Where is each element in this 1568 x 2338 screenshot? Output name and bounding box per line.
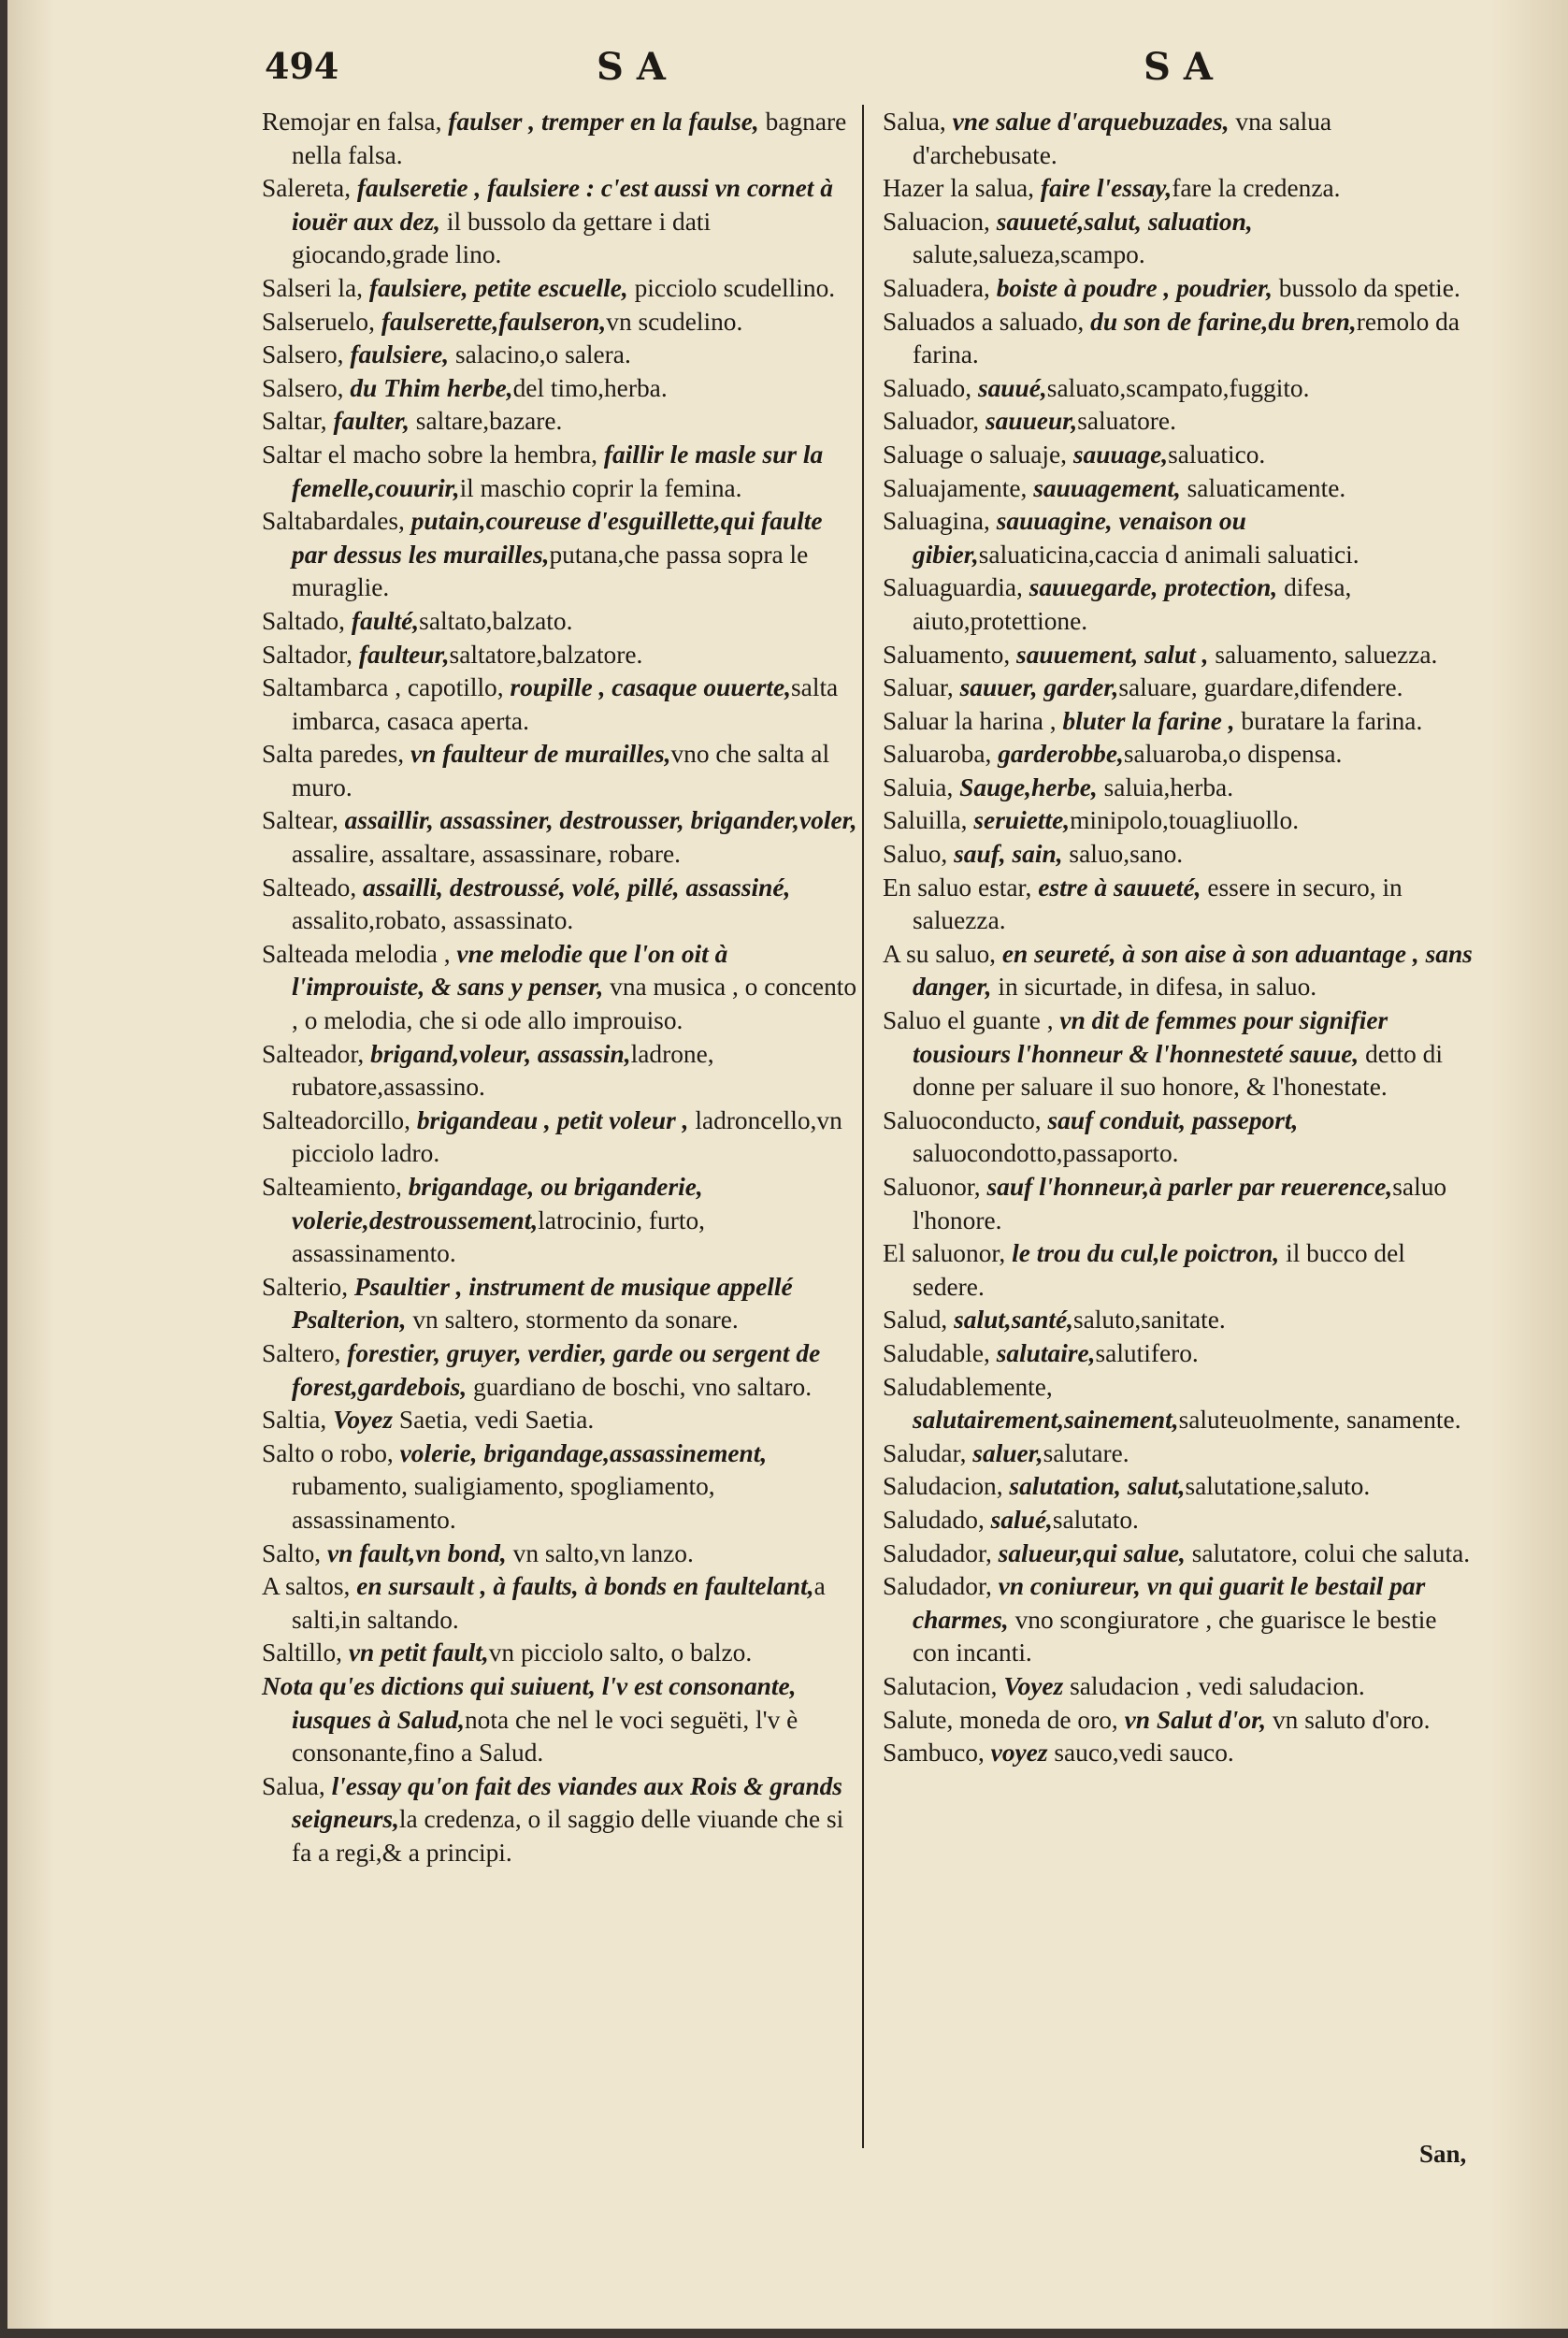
dictionary-entry — [262, 505, 860, 605]
italian-gloss: saluto,sanitate. — [1072, 1306, 1226, 1335]
headword: Saluar la harina , — [883, 706, 1057, 735]
dictionary-entry — [883, 1670, 1479, 1704]
french-gloss: sauf l'honneur,à parler par reuerence, — [986, 1173, 1393, 1201]
headword: Saluonor, — [883, 1173, 981, 1201]
french-gloss: faulteur, — [358, 640, 450, 669]
italian-gloss: assalire, assaltare, assassinare, robare. — [292, 840, 681, 869]
french-gloss: roupille , casaque ouuerte, — [510, 673, 792, 702]
french-gloss: vn dit de femmes pour signifier tousiours l'honneur & l'honnesteté sauue, — [913, 1006, 1388, 1068]
headword: Salta paredes, — [262, 740, 405, 769]
french-gloss: faulter, — [333, 407, 410, 436]
dictionary-entry — [262, 306, 860, 339]
french-gloss: salutairement,sainement, — [913, 1406, 1179, 1435]
italian-gloss: saluamento, saluezza. — [1208, 640, 1438, 669]
italian-gloss: saltato,balzato. — [419, 606, 573, 635]
dictionary-entry — [262, 272, 860, 306]
headword: Saltabardales, — [262, 507, 405, 536]
dictionary-entry — [262, 671, 860, 738]
headword: Salua, — [883, 108, 946, 136]
dictionary-entry — [262, 1437, 860, 1537]
headword: Saluo el guante , — [883, 1006, 1054, 1035]
running-head-left: SA — [597, 45, 679, 89]
italian-gloss: saluocondotto,passaporto. — [913, 1139, 1179, 1168]
italian-gloss: bagnare nella falsa. — [292, 108, 847, 169]
dictionary-entry — [883, 372, 1479, 406]
french-gloss: sauueté,salut, saluation, — [996, 207, 1253, 236]
dictionary-entry — [262, 1670, 860, 1770]
headword: Saluajamente, — [883, 473, 1028, 502]
french-gloss: putain,coureuse d'esguillette,qui faulte par dessus les murailles, — [292, 507, 823, 569]
headword: Salsero, — [262, 373, 344, 402]
french-gloss: brigandage, ou briganderie, volerie,destroussement, — [292, 1173, 703, 1234]
dictionary-entry — [883, 738, 1479, 772]
french-gloss: sauuagement, — [1033, 473, 1181, 502]
french-gloss: bluter la farine , — [1062, 706, 1235, 735]
french-gloss: faulserette,faulseron, — [381, 307, 607, 336]
headword: Saluilla, — [883, 806, 968, 835]
italian-gloss: la credenza, o il saggio delle viuande che si fa a regi,& a principi. — [292, 1805, 844, 1867]
french-gloss: vn coniureur, vn qui guarit le bestail par charmes, — [913, 1572, 1426, 1634]
headword: Saluoconducto, — [883, 1105, 1042, 1134]
headword: Saltador, — [262, 640, 353, 669]
italian-gloss: vna musica , o concento , o melodia, che si ode allo improuiso. — [292, 973, 857, 1035]
headword: Salteada melodia , — [262, 939, 451, 968]
dictionary-entry — [262, 1537, 860, 1571]
headword: Saltar el macho sobre la hembra, — [262, 440, 597, 469]
headword: Remojar en falsa, — [262, 108, 442, 136]
headword: Saludador, — [883, 1572, 992, 1601]
dictionary-entry — [262, 872, 860, 938]
italian-gloss: vn saluto d'oro. — [1266, 1705, 1431, 1734]
italian-gloss: difesa, aiuto,protettione. — [913, 573, 1352, 635]
french-gloss: boiste à poudre , poudrier, — [996, 273, 1273, 302]
headword: Salto, — [262, 1538, 322, 1567]
dictionary-entry — [883, 1237, 1479, 1304]
italian-gloss: bussolo da spetie. — [1272, 273, 1460, 302]
italian-gloss: putana,che passa sopra le muraglie. — [292, 540, 809, 602]
dictionary-entry — [262, 1404, 860, 1437]
dictionary-entry — [262, 1770, 860, 1870]
dictionary-entry — [883, 306, 1479, 372]
headword: En saluo estar, — [883, 873, 1032, 902]
french-gloss: vn Salut d'or, — [1124, 1705, 1267, 1734]
french-gloss: vn petit fault, — [348, 1638, 489, 1667]
page-number: 494 — [265, 45, 339, 87]
italian-gloss: saluare, guardare,difendere. — [1118, 673, 1403, 702]
french-gloss: le trou du cul,le poictron, — [1012, 1239, 1280, 1268]
dictionary-entry — [883, 505, 1479, 571]
italian-gloss: del timo,herba. — [512, 373, 668, 402]
french-gloss: vn fault,vn bond, — [327, 1538, 507, 1567]
headword: Sambuco, — [883, 1739, 985, 1768]
french-gloss: sauueur, — [985, 407, 1078, 436]
italian-gloss: il bucco del sedere. — [913, 1239, 1405, 1301]
headword: Salto o robo, — [262, 1438, 394, 1467]
dictionary-entry — [883, 1437, 1479, 1471]
dictionary-entry — [883, 671, 1479, 705]
dictionary-entry — [262, 1570, 860, 1637]
headword: Salseri la, — [262, 273, 364, 302]
french-gloss: brigandeau , petit voleur , — [416, 1105, 689, 1134]
italian-gloss: salacino,o salera. — [449, 340, 631, 369]
french-gloss: forestier, gruyer, verdier, garde ou sergent de forest,gardebois, — [292, 1338, 821, 1401]
dictionary-entry — [262, 106, 860, 172]
italian-gloss: vn salto,vn lanzo. — [506, 1538, 694, 1567]
french-gloss: Voyez — [1003, 1671, 1064, 1700]
italian-gloss: fare la credenza. — [1172, 174, 1341, 203]
italian-gloss: assalito,robato, assassinato. — [292, 906, 574, 935]
headword: Saludador, — [883, 1538, 992, 1567]
french-gloss: en sursault , à faults, à bonds en faultelant, — [356, 1572, 814, 1601]
italian-gloss: essere in securo, in saluezza. — [913, 873, 1403, 935]
headword: Saludar, — [883, 1438, 967, 1467]
french-gloss: faulté, — [351, 606, 420, 635]
dictionary-entry — [883, 1737, 1479, 1770]
french-gloss: Sauge,herbe, — [959, 772, 1098, 801]
italian-gloss: detto di donne per saluare il suo honore, & l'honestate. — [913, 1039, 1443, 1102]
headword: Saluador, — [883, 407, 980, 436]
french-gloss: Voyez — [333, 1406, 393, 1435]
italian-gloss: saluia,herba. — [1097, 772, 1234, 801]
french-gloss: du Thim herbe, — [350, 373, 513, 402]
headword: Saluamento, — [883, 640, 1011, 669]
headword: Saludablemente, — [883, 1372, 1053, 1401]
dictionary-entry — [883, 1504, 1479, 1537]
dictionary-entry — [262, 372, 860, 406]
french-gloss: saluer, — [972, 1438, 1043, 1467]
french-gloss: vne melodie que l'on oit à l'improuiste, & sans y penser, — [292, 939, 728, 1002]
headword: Saluadera, — [883, 273, 990, 302]
headword: Saluados a saluado, — [883, 307, 1085, 336]
dictionary-entry — [883, 772, 1479, 805]
dictionary-entry — [883, 439, 1479, 472]
dictionary-entry — [262, 804, 860, 871]
dictionary-entry — [262, 1337, 860, 1404]
italian-gloss: salta imbarca, casaca aperta. — [292, 673, 839, 735]
italian-gloss: saltatore,balzatore. — [449, 640, 643, 669]
dictionary-entry — [883, 405, 1479, 439]
italian-gloss: saluteuolmente, sanamente. — [1178, 1406, 1461, 1435]
italian-gloss: salutatore, colui che saluta. — [1185, 1538, 1471, 1567]
french-gloss: faulseretie , faulsiere : c'est aussi vn cornet à iouër aux dez, — [292, 174, 833, 236]
dictionary-entry — [883, 804, 1479, 838]
running-head-right: SA — [1144, 45, 1226, 89]
running-header — [7, 45, 1568, 101]
dictionary-entry — [883, 472, 1479, 506]
dictionary-entry — [262, 439, 860, 505]
headword: Saltero, — [262, 1338, 341, 1367]
french-gloss: salut,santé, — [954, 1306, 1073, 1335]
italian-gloss: nota che nel le voci seguëti, l'v è consonante,fino a Salud. — [292, 1705, 798, 1768]
dictionary-entry — [262, 1271, 860, 1337]
headword: Saltia, — [262, 1406, 327, 1435]
dictionary-entry — [883, 206, 1479, 272]
catchword: San, — [1419, 2140, 1467, 2168]
headword: Saludado, — [883, 1505, 985, 1534]
dictionary-entry — [262, 405, 860, 439]
dictionary-entry — [883, 172, 1479, 206]
column-divider — [862, 105, 864, 2148]
italian-gloss: buratare la farina. — [1234, 706, 1423, 735]
italian-gloss: saluaticina,caccia d animali saluatici. — [978, 540, 1359, 569]
dictionary-entry — [883, 1104, 1479, 1171]
page — [7, 0, 1568, 2329]
italian-gloss: saltare,bazare. — [409, 407, 563, 436]
dictionary-entry — [262, 1637, 860, 1670]
french-gloss: salutaire, — [996, 1338, 1096, 1367]
italian-gloss: salutatione,saluto. — [1185, 1472, 1371, 1501]
headword: Salereta, — [262, 174, 352, 203]
french-gloss: sauf, sain, — [954, 840, 1063, 869]
headword: Salterio, — [262, 1272, 349, 1301]
french-gloss: estre à sauueté, — [1038, 873, 1201, 902]
italian-gloss: vn scudelino. — [606, 307, 743, 336]
dictionary-entry — [883, 1371, 1479, 1437]
headword: Salteador, — [262, 1039, 365, 1068]
italian-gloss: saluatico. — [1168, 440, 1266, 469]
italian-gloss: vno scongiuratore , che guarisce le bestie con incanti. — [913, 1605, 1437, 1667]
headword: Salteamiento, — [262, 1173, 402, 1201]
italian-gloss: remolo da farina. — [913, 307, 1460, 369]
italian-gloss: salute,salueza,scampo. — [913, 240, 1145, 269]
french-gloss: sauuer, garder, — [959, 673, 1119, 702]
italian-gloss: salutare. — [1043, 1438, 1129, 1467]
italian-gloss: a salti,in saltando. — [292, 1572, 826, 1634]
italian-gloss: vn saltero, stormento da sonare. — [406, 1306, 739, 1335]
dictionary-entry — [883, 1537, 1479, 1571]
headword: A saltos, — [262, 1572, 351, 1601]
dictionary-entry — [883, 705, 1479, 739]
french-gloss: garderobbe, — [998, 740, 1124, 769]
headword: Saluagina, — [883, 507, 990, 536]
italian-gloss: saludacion , vedi saludacion. — [1063, 1671, 1365, 1700]
french-gloss: sauuagine, venaison ou gibier, — [913, 507, 1246, 569]
french-gloss: faulsiere, petite escuelle, — [368, 273, 628, 302]
headword: Saltado, — [262, 606, 346, 635]
headword: Saluo, — [883, 840, 948, 869]
italian-gloss: saluatore. — [1077, 407, 1176, 436]
dictionary-entry — [883, 838, 1479, 872]
headword: Saltar, — [262, 407, 327, 436]
french-gloss: sauuement, salut , — [1016, 640, 1209, 669]
italian-gloss: salutifero. — [1095, 1338, 1199, 1367]
french-gloss: assailli, destroussé, volé, pillé, assassiné, — [363, 873, 791, 902]
dictionary-entry — [262, 172, 860, 272]
french-gloss: vne salue d'arquebuzades, — [952, 108, 1230, 136]
headword: Saludacion, — [883, 1472, 1003, 1501]
dictionary-entry — [262, 605, 860, 639]
french-gloss: sauuage, — [1072, 440, 1169, 469]
italian-gloss: sauco,vedi sauco. — [1047, 1739, 1234, 1768]
french-gloss: Psaultier , instrument de musique appellé Psalterion, — [292, 1272, 793, 1335]
dictionary-entry — [883, 1171, 1479, 1237]
french-gloss: volerie, brigandage,assassinement, — [399, 1438, 768, 1467]
italian-gloss: saluato,scampato,fuggito. — [1046, 373, 1310, 402]
headword: Saluaroba, — [883, 740, 992, 769]
french-gloss: faillir le masle sur la femelle,couurir, — [292, 440, 824, 502]
french-gloss: salué, — [990, 1505, 1053, 1534]
french-gloss: seruiette, — [973, 806, 1071, 835]
headword: Salud, — [883, 1306, 948, 1335]
headword: Salutacion, — [883, 1671, 998, 1700]
dictionary-entry — [883, 272, 1479, 306]
headword: Salteadorcillo, — [262, 1105, 410, 1134]
french-gloss: du son de farine,du bren, — [1090, 307, 1357, 336]
headword: Saluar, — [883, 673, 954, 702]
headword: Salseruelo, — [262, 307, 375, 336]
french-gloss: faulsiere, — [350, 340, 450, 369]
headword: Saluage o saluaje, — [883, 440, 1067, 469]
dictionary-entry — [883, 1304, 1479, 1337]
italian-gloss: picciolo scudellino. — [627, 273, 836, 302]
italian-gloss: ladrone, rubatore,assassino. — [292, 1039, 714, 1102]
headword: Saluia, — [883, 772, 954, 801]
dictionary-entry — [883, 872, 1479, 938]
dictionary-entry — [262, 1104, 860, 1171]
italian-gloss: salutato. — [1052, 1505, 1139, 1534]
italian-gloss: vna salua d'archebusate. — [913, 108, 1332, 169]
french-gloss: brigand,voleur, assassin, — [370, 1039, 631, 1068]
italian-gloss: saluo l'honore. — [913, 1173, 1447, 1234]
dictionary-entry — [883, 1470, 1479, 1504]
french-gloss: faulser , tremper en la faulse, — [448, 108, 759, 136]
dictionary-entry — [883, 106, 1479, 172]
dictionary-entry — [883, 639, 1479, 672]
headword: El saluonor, — [883, 1239, 1006, 1268]
dictionary-entry — [883, 938, 1479, 1004]
italian-gloss: il maschio coprir la femina. — [459, 473, 742, 502]
italian-gloss: saluaroba,o dispensa. — [1123, 740, 1343, 769]
headword: Saluacion, — [883, 207, 990, 236]
headword: Saltillo, — [262, 1638, 342, 1667]
dictionary-entry — [262, 339, 860, 372]
headword: Saltambarca , capotillo, — [262, 673, 504, 702]
headword: Saludable, — [883, 1338, 990, 1367]
headword: Salute, moneda de oro, — [883, 1705, 1118, 1734]
italian-gloss: vno che salta al muro. — [292, 740, 830, 801]
dictionary-entry — [883, 1337, 1479, 1371]
italian-gloss: saluo,sano. — [1062, 840, 1184, 869]
dictionary-entry — [883, 571, 1479, 638]
french-gloss: faire l'essay, — [1040, 174, 1172, 203]
french-gloss: en seureté, à son aise à son aduantage , sans danger, — [913, 939, 1473, 1002]
italian-gloss: guardiano de boschi, vno saltaro. — [467, 1372, 813, 1401]
french-gloss: vn faulteur de murailles, — [410, 740, 671, 769]
dictionary-entry — [883, 1570, 1479, 1670]
french-gloss: sauuegarde, protection, — [1029, 573, 1278, 602]
right-column — [883, 106, 1479, 1770]
dictionary-entry — [262, 938, 860, 1038]
italian-gloss: Saetia, vedi Saetia. — [393, 1406, 595, 1435]
french-gloss: Nota qu'es dictions qui suiuent, l'v est consonante, iusques à Salud, — [262, 1671, 797, 1734]
italian-gloss: latrocinio, furto, assassinamento. — [292, 1205, 705, 1268]
dictionary-entry — [262, 738, 860, 804]
french-gloss: salueur,qui salue, — [998, 1538, 1186, 1567]
headword: Salsero, — [262, 340, 344, 369]
italian-gloss: minipolo,touagliuollo. — [1070, 806, 1300, 835]
french-gloss: assaillir, assassiner, destrousser, brigander,voler, — [344, 806, 857, 835]
dictionary-entry — [262, 1038, 860, 1104]
french-gloss: voyez — [990, 1739, 1048, 1768]
dictionary-entry — [262, 1171, 860, 1271]
italian-gloss: ladroncello,vn picciolo ladro. — [292, 1105, 842, 1168]
italian-gloss: il bussolo da gettare i dati giocando,grade lino. — [292, 207, 712, 269]
french-gloss: sauf conduit, passeport, — [1047, 1105, 1299, 1134]
french-gloss: l'essay qu'on fait des viandes aux Rois & grands seigneurs, — [292, 1771, 842, 1834]
italian-gloss: saluaticamente. — [1180, 473, 1346, 502]
dictionary-entry — [262, 639, 860, 672]
dictionary-entry — [883, 1004, 1479, 1104]
headword: Salua, — [262, 1771, 325, 1800]
headword: A su saluo, — [883, 939, 996, 968]
italian-gloss: rubamento, sualigiamento, spogliamento, assassinamento. — [292, 1472, 715, 1534]
italian-gloss: in sicurtade, in difesa, in saluo. — [991, 973, 1317, 1002]
french-gloss: salutation, salut, — [1009, 1472, 1186, 1501]
dictionary-entry — [883, 1704, 1479, 1738]
headword: Saluaguardia, — [883, 573, 1023, 602]
headword: Saltear, — [262, 806, 338, 835]
headword: Salteado, — [262, 873, 357, 902]
headword: Hazer la salua, — [883, 174, 1034, 203]
french-gloss: sauué, — [977, 373, 1047, 402]
italian-gloss: vn picciolo salto, o balzo. — [488, 1638, 753, 1667]
headword: Saluado, — [883, 373, 972, 402]
left-column — [262, 106, 860, 1869]
